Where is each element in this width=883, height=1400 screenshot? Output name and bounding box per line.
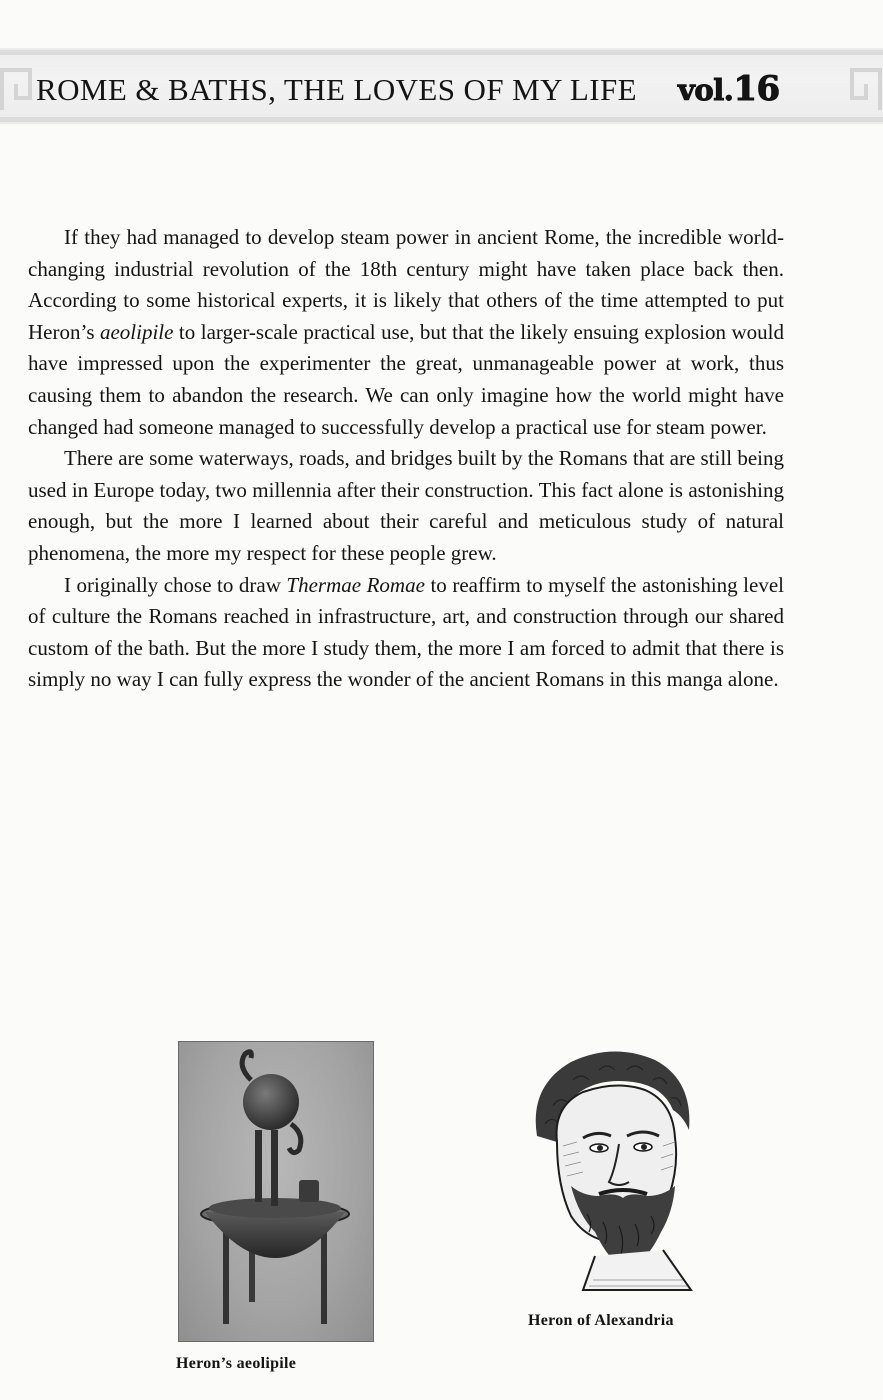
volume-label <box>678 69 780 109</box>
volume-word: vol. <box>678 73 734 107</box>
volume-number: 16 <box>733 69 780 109</box>
paragraph-1 <box>28 222 784 443</box>
paragraph-1-text-b: to larger-scale practical use, but that the likely ensuing explosion would have impressed upon the experimenter the great, unmanageable power at work, thus causing them to abandon the research. We can only imagine how the world might have changed had someone managed to successfully develop a practical use for steam power. <box>28 319 784 439</box>
paragraph-3-text-b: to reaffirm to myself the astonishing level of culture the Romans reached in infrastructure, art, and construction through our shared custom of the bath. But the more I study them, the more I am forced to admit that there is simply no way I can fully express the wonder of the ancient Romans in this manga alone. <box>28 572 784 692</box>
page-title: ROME & BATHS, THE LOVES OF MY LIFE <box>36 72 637 107</box>
paragraph-3-text-a: I originally chose to draw <box>64 572 287 597</box>
paragraph-1-italic: aeolipile <box>99 319 174 344</box>
aeolipile-photo <box>178 1041 374 1342</box>
paragraph-3-italic: Thermae Romae <box>286 572 425 597</box>
paragraph-2: There are some waterways, roads, and bridges built by the Romans that are still being used in Europe today, two millennia after their construction. This fact alone is astonishing enough, but the more I learned about their careful and meticulous study of natural phenomena, the more my respect for these people grew. <box>28 446 784 565</box>
essay-body <box>28 222 784 696</box>
paragraph-1-text-a: If they had managed to develop steam power in ancient Rome, the incredible world-changing industrial revolution of the 18th century might have taken place back then. According to some historical experts, it is likely that others of the time attempted to put Heron’s <box>28 225 784 344</box>
heron-caption: Heron of Alexandria <box>528 1312 674 1329</box>
aeolipile-illustration <box>179 1042 373 1341</box>
title-row <box>0 66 883 116</box>
heron-engraving <box>523 1046 705 1296</box>
paragraph-3 <box>28 570 784 696</box>
aeolipile-caption: Heron’s aeolipile <box>176 1355 297 1372</box>
heron-portrait <box>523 1046 705 1296</box>
